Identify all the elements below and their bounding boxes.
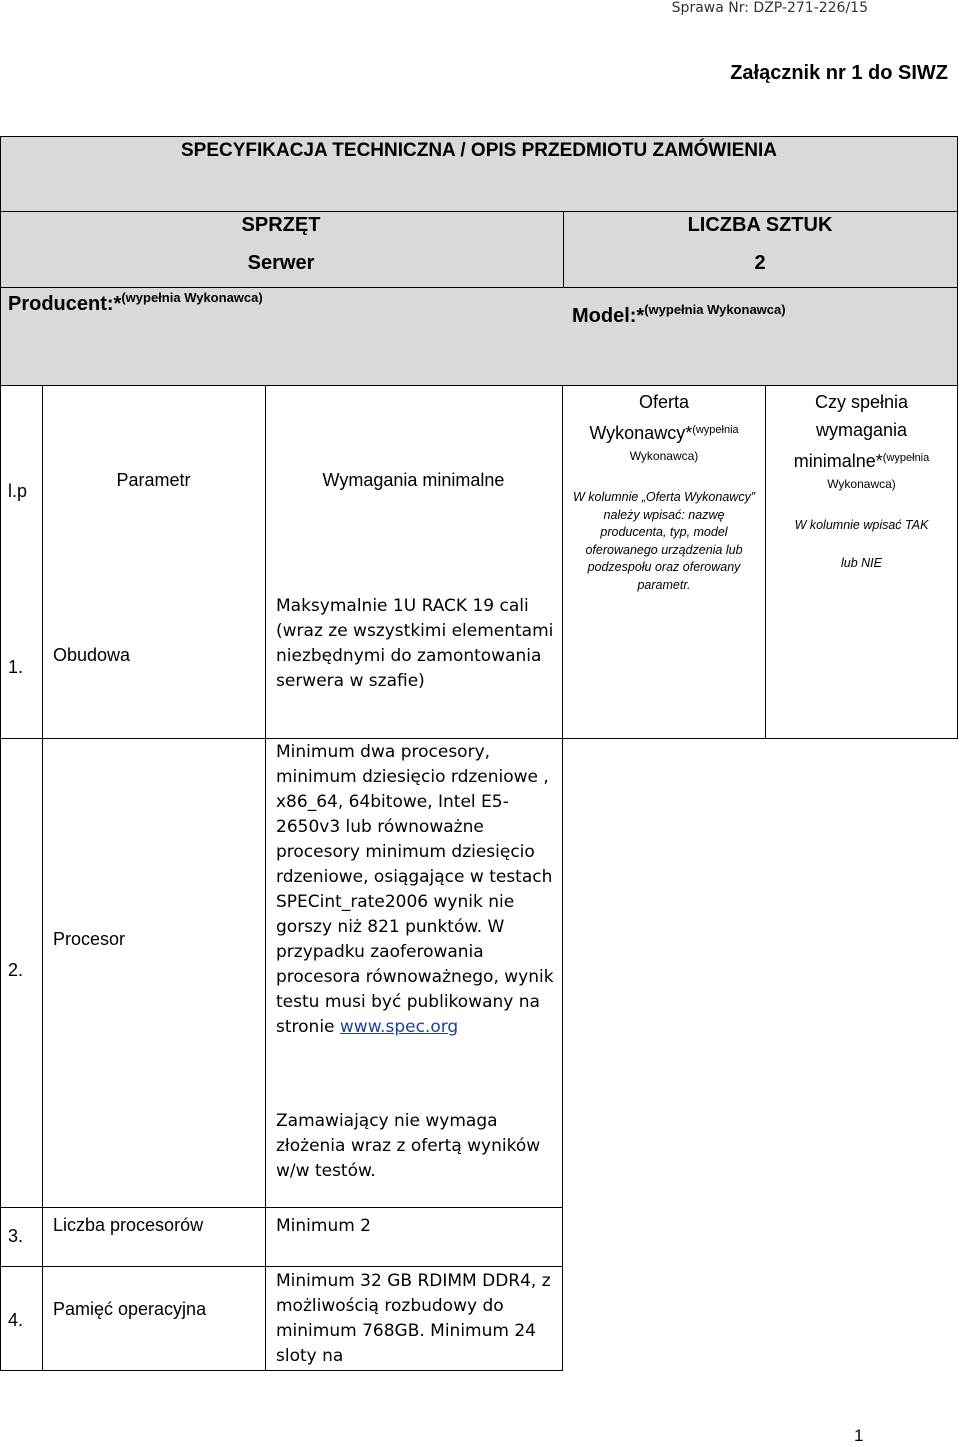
row-1-parameter: Obudowa bbox=[53, 645, 131, 665]
row-2-parameter: Procesor bbox=[53, 929, 126, 949]
case-reference: Sprawa Nr: DZP-271-226/15 bbox=[671, 0, 868, 16]
column-header-meets bbox=[766, 388, 957, 493]
producer-field[interactable] bbox=[8, 290, 263, 316]
row-1-offer-input[interactable] bbox=[563, 592, 765, 738]
offer-column-note: W kolumnie „Oferta Wykonawcy” należy wpisać: nazwę producenta, typ, model oferowanego urządzenia lub podzespołu oraz oferowany parametr. bbox=[573, 490, 755, 592]
row-3-parameter: Liczba procesorów bbox=[53, 1215, 204, 1235]
meets-title-line1: Czy spełnia bbox=[814, 392, 909, 412]
row-1-lp: 1. bbox=[8, 657, 24, 677]
annex-title: Załącznik nr 1 do SIWZ bbox=[730, 62, 948, 84]
quantity-value: 2 bbox=[754, 252, 766, 274]
meets-column-note-2: lub NIE bbox=[841, 556, 882, 570]
equipment-label: SPRZĘT bbox=[241, 214, 321, 236]
meets-title-sup: Wykonawca) bbox=[827, 477, 896, 491]
offer-title-line2: Wykonawcy*$^{(wypełnia}$ bbox=[589, 423, 739, 443]
meets-column-note-1: W kolumnie wpisać TAK bbox=[794, 518, 929, 532]
page-number: 1 bbox=[854, 1426, 864, 1445]
equipment-name: Serwer bbox=[247, 252, 315, 274]
row-2-offer-input[interactable] bbox=[563, 739, 765, 1207]
model-label: Model:* bbox=[572, 305, 645, 327]
meets-title-line2: wymagania bbox=[815, 420, 908, 440]
row-1-meets-input[interactable] bbox=[766, 592, 957, 738]
spec-org-link[interactable]: www.spec.org bbox=[339, 1017, 459, 1037]
row-2-lp: 2. bbox=[8, 960, 24, 980]
model-note: (wypełnia Wykonawca) bbox=[644, 302, 786, 317]
row-4-requirement: Minimum 32 GB RDIMM DDR4, z możliwością rozbudowy do minimum 768GB. Minimum 24 sloty na bbox=[276, 1271, 551, 1366]
quantity-label: LICZBA SZTUK bbox=[687, 214, 833, 236]
column-header-requirements: Wymagania minimalne bbox=[322, 470, 505, 490]
row-4-parameter: Pamięć operacyjna bbox=[53, 1299, 207, 1319]
column-header-lp: l.p bbox=[8, 481, 28, 501]
model-field[interactable] bbox=[572, 302, 786, 328]
row-3-lp: 3. bbox=[8, 1226, 24, 1246]
column-header-parameter: Parametr bbox=[116, 470, 191, 490]
producer-note: (wypełnia Wykonawca) bbox=[121, 290, 263, 305]
offer-title-line1: Oferta bbox=[638, 392, 690, 412]
spec-title: SPECYFIKACJA TECHNICZNA / OPIS PRZEDMIOTU ZAMÓWIENIA bbox=[180, 140, 778, 161]
meets-title-line3: minimalne*$^{(wypełnia}$ bbox=[793, 451, 930, 471]
offer-title-sup: Wykonawca) bbox=[629, 449, 699, 463]
row-2-requirement-text: Minimum dwa procesory, minimum dziesięcio rdzeniowe , x86_64, 64bitowe, Intel E5-2650v3 lub równoważne procesory minimum dziesięcio rdzeniowe, osiągające w testach SPECint_rate2006 wynik nie gorszy niż 821 punktów. W przypadku zaoferowania procesora równoważnego, wynik testu musi być publikowany na stronie bbox=[276, 742, 554, 1037]
row-2-requirement-extra: Zamawiający nie wymaga złożenia wraz z ofertą wyników w/w testów. bbox=[276, 1111, 541, 1181]
producer-label: Producent:* bbox=[8, 293, 122, 315]
row-1-requirement: Maksymalnie 1U RACK 19 cali (wraz ze wszystkimi elementami niezbędnymi do zamontowania serwera w szafie) bbox=[276, 596, 554, 691]
row-3-requirement: Minimum 2 bbox=[276, 1216, 372, 1236]
column-header-offer bbox=[563, 388, 765, 465]
row-2-requirement bbox=[276, 740, 558, 1040]
row-4-lp: 4. bbox=[8, 1310, 24, 1330]
